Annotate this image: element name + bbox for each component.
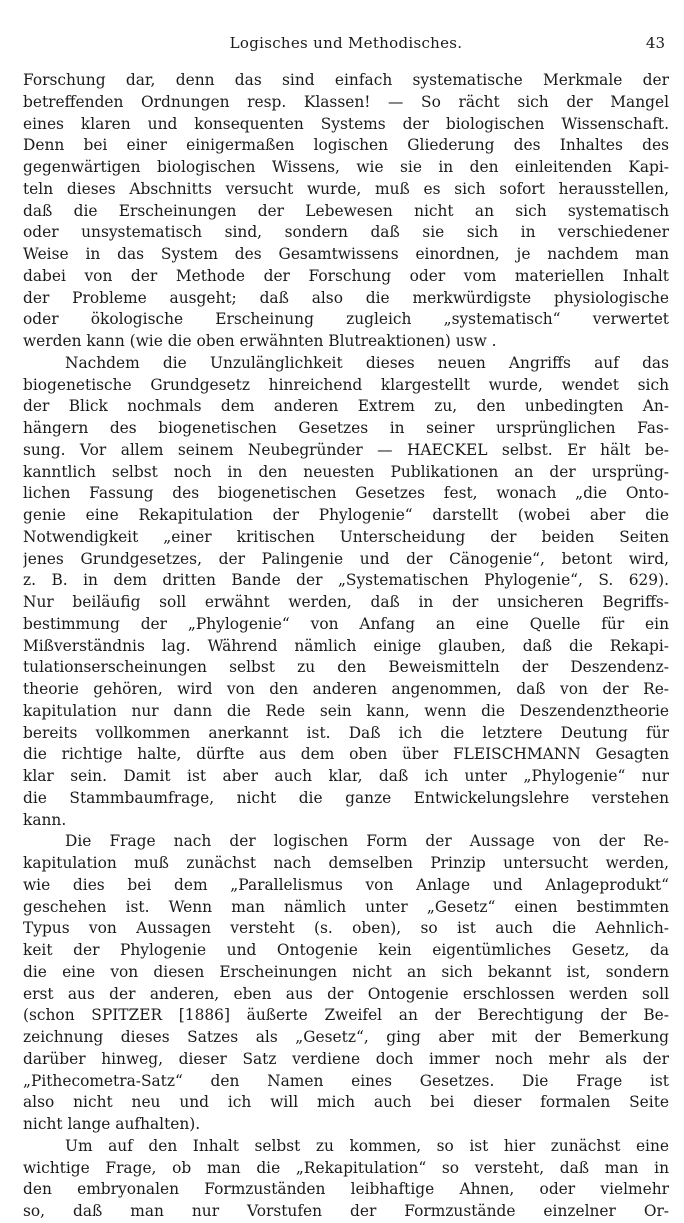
text-line: genie eine Rekapitulation der Phylogenie“ darstellt (wobei aber die (23, 506, 669, 524)
text-line: der Blick nochmals dem anderen Extrem zu, den unbedingten An- (23, 397, 669, 416)
paragraph (23, 353, 669, 832)
text-line: Typus von Aussagen versteht (s. oben), so ist auch die Aehnlich- (23, 919, 669, 938)
paragraph (23, 1136, 669, 1223)
text-line: betreffenden Ordnungen resp. Klassen! — So rächt sich der Mangel (23, 92, 669, 111)
running-header (23, 30, 669, 56)
text-line: Mißverständnis lag. Während nämlich einige glauben, daß die Rekapi- (23, 636, 669, 655)
paragraph (23, 831, 669, 1136)
text-line: biogenetische Grundgesetz hinreichend klargestellt wurde, wendet sich (23, 375, 669, 394)
text-line: eines klaren und konsequenten Systems der biologischen Wissenschaft. (23, 114, 669, 133)
text-line: Notwendigkeit „einer kritischen Unterscheidung der beiden Seiten (23, 527, 669, 546)
text-line: geschehen ist. Wenn man nämlich unter „Gesetz“ einen bestimmten (23, 897, 669, 916)
text-line: der Probleme ausgeht; daß also die merkwürdigste physiologische (23, 288, 669, 307)
text-line: kapitulation nur dann die Rede sein kann, wenn die Deszendenztheorie (23, 701, 669, 720)
text-line: keit der Phylogenie und Ontogenie kein eigentümliches Gesetz, da (23, 941, 669, 959)
text-line: Um auf den Inhalt selbst zu kommen, so ist hier zunächst eine (65, 1136, 669, 1155)
text-line: dabei von der Methode der Forschung oder vom materiellen Inhalt (23, 266, 669, 285)
text-line: Forschung dar, denn das sind einfach systematische Merkmale der (23, 71, 669, 89)
text-line: lichen Fassung des biogenetischen Gesetzes fest, wonach „die Onto- (23, 484, 669, 503)
text-line: teln dieses Abschnitts versucht wurde, muß es sich sofort herausstellen, (23, 179, 669, 198)
text-line: Nachdem die Unzulänglichkeit dieses neuen Angriffs auf das (65, 353, 669, 372)
text-line: klar sein. Damit ist aber auch klar, daß ich unter „Phylogenie“ nur (23, 767, 669, 785)
text-line: oder ökologische Erscheinung zugleich „systematisch“ verwertet (23, 310, 669, 329)
text-line: kann. (23, 810, 67, 829)
text-line: nicht lange aufhalten). (23, 1115, 201, 1133)
text-line: (schon SPITZER [1886] äußerte Zweifel an der Berechtigung der Be- (23, 1006, 669, 1025)
text-line: Denn bei einer einigermaßen logischen Gliederung des Inhaltes des (23, 136, 669, 155)
text-line: kapitulation muß zunächst nach demselben Prinzip untersucht werden, (23, 854, 669, 872)
text-line: tulationserscheinungen selbst zu den Beweismitteln der Deszendenz- (23, 658, 669, 677)
text-line: daß die Erscheinungen der Lebewesen nicht an sich systematisch (23, 201, 669, 220)
text-line: so, daß man nur Vorstufen der Formzustände einzelner Or- (23, 1202, 669, 1220)
text-line: theorie gehören, wird von den anderen angenommen, daß von der Re- (23, 680, 669, 698)
text-line: kanntlich selbst noch in den neuesten Publikationen an der ursprüng- (23, 462, 669, 481)
text-line: Nur beiläufig soll erwähnt werden, daß in der unsicheren Begriffs- (23, 593, 669, 611)
text-line: „Pithecometra-Satz“ den Namen eines Gesetzes. Die Frage ist (23, 1071, 669, 1090)
text-line: erst aus der anderen, eben aus der Ontogenie erschlossen werden soll (23, 984, 669, 1003)
text-line: die richtige halte, dürfte aus dem oben über FLEISCHMANN Gesagten (23, 745, 669, 764)
text-line: den embryonalen Formzuständen leibhaftige Ahnen, oder vielmehr (23, 1180, 669, 1199)
text-line: z. B. in dem dritten Bande der „Systematischen Phylogenie“, S. 629). (23, 571, 669, 590)
text-line: hängern des biogenetischen Gesetzes in seiner ursprünglichen Fas- (23, 419, 669, 437)
text-line: die Stammbaumfrage, nicht die ganze Entwickelungslehre verstehen (23, 788, 669, 807)
text-line: darüber hinweg, dieser Satz verdiene doch immer noch mehr als der (23, 1049, 669, 1068)
page-number: 43 (645, 34, 665, 52)
text-line: sung. Vor allem seinem Neubegründer — HAECKEL selbst. Er hält be- (23, 440, 669, 459)
running-title: Logisches und Methodisches. (229, 34, 463, 52)
text-line: Die Frage nach der logischen Form der Aussage von der Re- (65, 832, 669, 851)
text-line: bestimmung der „Phylogenie“ von Anfang an eine Quelle für ein (23, 614, 669, 633)
text-line: werden kann (wie die oben erwähnten Blutreaktionen) usw . (23, 332, 497, 350)
text-line: bereits vollkommen anerkannt ist. Daß ich die letztere Deutung für (23, 723, 669, 742)
body-text (23, 70, 669, 1223)
text-line: zeichnung dieses Satzes als „Gesetz“, ging aber mit der Bemerkung (23, 1028, 669, 1046)
paragraph (23, 70, 669, 353)
text-line: jenes Grundgesetzes, der Palingenie und der Cänogenie“, betont wird, (23, 549, 669, 568)
text-line: oder unsystematisch sind, sondern daß sie sich in verschiedener (23, 223, 669, 242)
text-line: wichtige Frage, ob man die „Rekapitulation“ so versteht, daß man in (23, 1158, 669, 1177)
text-line: gegenwärtigen biologischen Wissens, wie sie in den einleitenden Kapi- (23, 158, 669, 176)
text-line: wie dies bei dem „Parallelismus von Anlage und Anlageprodukt“ (23, 875, 669, 894)
text-line: die eine von diesen Erscheinungen nicht an sich bekannt ist, sondern (23, 962, 669, 981)
text-line: Weise in das System des Gesamtwissens einordnen, je nachdem man (23, 245, 669, 263)
text-line: also nicht neu und ich will mich auch bei dieser formalen Seite (23, 1093, 669, 1112)
